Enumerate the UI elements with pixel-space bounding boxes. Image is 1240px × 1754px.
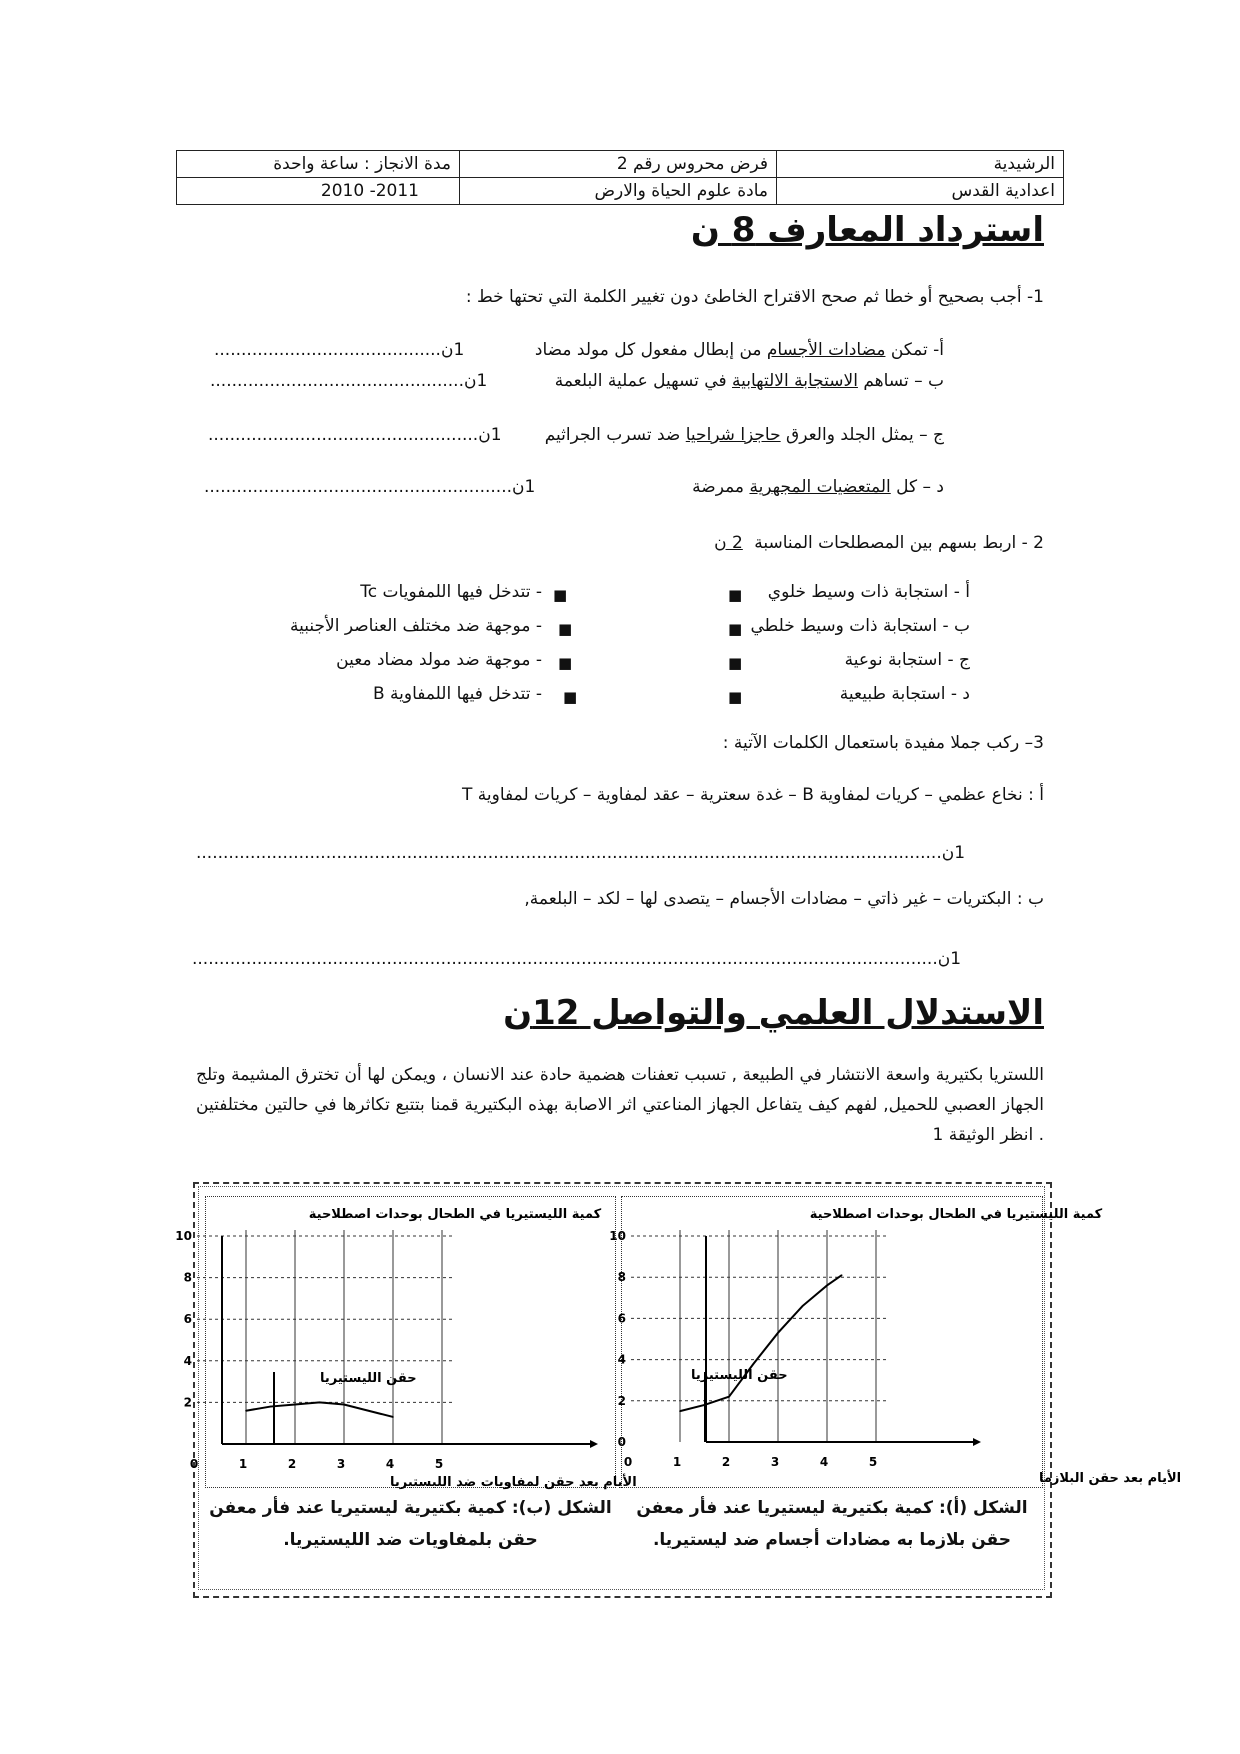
header-duration: مدة الانجاز : ساعة واحدة bbox=[177, 151, 460, 178]
chart-a-xtick: 0 bbox=[623, 1455, 633, 1469]
chart-b-ytick: 2 bbox=[183, 1395, 192, 1410]
q3-b: ب : البكتريات – غير ذاتي – مضادات الأجسام – يتصدى لها – لكد – البلعمة, bbox=[524, 889, 1044, 909]
header-exam: فرض محروس رقم 2 bbox=[460, 151, 777, 178]
chart-a-ytick: 4 bbox=[617, 1352, 626, 1367]
q1-item-c: ج – يمثل الجلد والعرق حاجزا شراحيا ضد تسرب الجراثيم bbox=[544, 425, 944, 445]
bullet-right-0[interactable]: ■ bbox=[553, 586, 568, 604]
chart-b-x-arrow bbox=[590, 1440, 598, 1448]
caption-a: الشكل (أ): كمية بكتيرية ليستيريا عند فأر معفن حقن بلازما به مضادات أجسام ضد ليستيريا. bbox=[636, 1498, 1028, 1550]
q2-right-3: - تتدخل فيها اللمفاوية B bbox=[372, 684, 542, 704]
section2-title: الاستدلال العلمي والتواصل 12ن bbox=[503, 993, 1044, 1033]
q2-left-3: د - استجابة طبيعية bbox=[839, 684, 970, 704]
chart-b-xtick: 1 bbox=[238, 1457, 248, 1471]
chart-a-xtick: 3 bbox=[770, 1455, 780, 1469]
q1-dots-d[interactable]: 1ن......................................................... bbox=[204, 477, 536, 497]
q1-dots-b[interactable]: 1ن............................................... bbox=[210, 371, 488, 391]
chart-b-grid bbox=[197, 1230, 452, 1444]
chart-a-annotation: حقن الليستيريا bbox=[691, 1368, 788, 1383]
chart-a-ytick: 2 bbox=[617, 1393, 626, 1408]
header-city: الرشيدية bbox=[777, 151, 1064, 178]
header-subject: مادة علوم الحياة والارض bbox=[460, 178, 777, 205]
q1-item-a: أ- تمكن مضادات الأجسام من إبطال مفعول كل مولد مضاد bbox=[534, 340, 944, 360]
q1-item-b: ب – تساهم الاستجابة الالتهابية في تسهيل عملية البلعمة bbox=[554, 371, 944, 391]
q1-dots-a[interactable]: 1ن.......................................... bbox=[214, 340, 465, 360]
q2-left-1: ب - استجابة ذات وسيط خلطي bbox=[750, 616, 970, 636]
chart-b-xtick: 5 bbox=[434, 1457, 444, 1471]
q1-item-d: د – كل المتعضيات المجهرية ممرضة bbox=[692, 477, 944, 497]
q2-instruction: 2 - اربط بسهم بين المصطلحات المناسبة 2 ن bbox=[714, 533, 1044, 553]
chart-b-ytick: 4 bbox=[183, 1353, 192, 1368]
chart-a-ytick: 10 bbox=[609, 1229, 626, 1243]
bullet-left-0[interactable]: ■ bbox=[728, 586, 743, 604]
chart-a-ytick: 0 bbox=[617, 1435, 626, 1449]
bullet-left-3[interactable]: ■ bbox=[728, 688, 743, 706]
chart-b-xtick: 4 bbox=[385, 1457, 395, 1471]
chart-a-xtick: 2 bbox=[721, 1455, 731, 1469]
header-table bbox=[176, 150, 1064, 205]
chart-a-xlabel: الأيام بعد حقن البلازما bbox=[1039, 1471, 1182, 1486]
chart-a-xtick: 5 bbox=[868, 1455, 878, 1469]
q2-left-0: أ - استجابة ذات وسيط خلوي bbox=[767, 582, 970, 602]
section2-paragraph: اللستريا بكتيرية واسعة الانتشار في الطبيعة , تسبب تعفنات هضمية حادة عند الانسان ، ويمكن لها أن تخترق المشيمة وتلج الجهاز العصبي للحميل, لفهم كيف يتفاعل الجهاز المناعتي اثر الاصابة بهذه البكتيرية قمنا بتتبع تكاثرها في حالتين مختلفتين . انظر الوثيقة 1 bbox=[196, 1065, 1044, 1145]
chart-a-x-arrow bbox=[973, 1438, 981, 1446]
chart-b-ytick: 10 bbox=[175, 1229, 192, 1243]
chart-b-xtick: 3 bbox=[336, 1457, 346, 1471]
chart-b-xlabel: الأيام بعد حقن لمفاويات ضد الليستيريا bbox=[390, 1475, 637, 1490]
q2-right-1: - موجهة ضد مختلف العناصر الأجنبية bbox=[290, 616, 542, 636]
chart-a bbox=[609, 1196, 1182, 1486]
q3-dots-a[interactable]: 1ن.......................................................................................................................................... bbox=[196, 843, 966, 863]
q3-dots-b[interactable]: 1ن.......................................................................................................................................... bbox=[192, 949, 962, 969]
chart-b-ylabel: كمية الليستيريا في الطحال بوحدات اصطلاحية bbox=[308, 1207, 602, 1222]
q2-right-0: - تتدخل فيها اللمفويات Tc bbox=[360, 582, 542, 602]
chart-b-series-line bbox=[246, 1402, 393, 1417]
chart-b-ytick: 8 bbox=[183, 1270, 192, 1285]
chart-b bbox=[175, 1196, 637, 1490]
bullet-left-2[interactable]: ■ bbox=[728, 654, 743, 672]
header-year: 2011- 2010 bbox=[177, 178, 460, 205]
chart-a-ylabel: كمية الليستيريا في الطحال بوحدات اصطلاحية bbox=[809, 1207, 1103, 1222]
bullet-left-1[interactable]: ■ bbox=[728, 620, 743, 638]
section1-title: استرداد المعارف 8 ن bbox=[690, 210, 1044, 250]
chart-a-ytick: 8 bbox=[617, 1270, 626, 1285]
header-school: اعدادية القدس bbox=[777, 178, 1064, 205]
q1-dots-c[interactable]: 1ن.................................................. bbox=[208, 425, 502, 445]
q2-left-2: ج - استجابة نوعية bbox=[844, 650, 970, 670]
chart-a-xtick: 4 bbox=[819, 1455, 829, 1469]
chart-b-ytick: 6 bbox=[183, 1312, 192, 1327]
q2-right-2: - موجهة ضد مولد مضاد معين bbox=[336, 650, 542, 670]
chart-a-xtick: 1 bbox=[672, 1455, 682, 1469]
q3-instruction: 3– ركب جملا مفيدة باستعمال الكلمات الآتية : bbox=[722, 733, 1044, 753]
chart-a-grid bbox=[631, 1230, 886, 1442]
bullet-right-3[interactable]: ■ bbox=[563, 688, 578, 706]
bullet-right-2[interactable]: ■ bbox=[558, 654, 573, 672]
chart-b-xtick: 0 bbox=[189, 1457, 199, 1471]
chart-b-annotation: حقن الليستيريا bbox=[320, 1371, 417, 1386]
q3-a: أ : نخاع عظمي – كريات لمفاوية B – غدة سعترية – عقد لمفاوية – كريات لمفاوية T bbox=[462, 785, 1044, 805]
chart-b-xtick: 2 bbox=[287, 1457, 297, 1471]
q1-instruction: 1- أجب بصحيح أو خطا ثم صحح الاقتراح الخاطئ دون تغيير الكلمة التي تحتها خط : bbox=[465, 287, 1044, 307]
caption-b: الشكل (ب): كمية بكتيرية ليستيريا عند فأر معفن حقن بلمفاويات ضد الليستيريا. bbox=[209, 1498, 612, 1550]
bullet-right-1[interactable]: ■ bbox=[558, 620, 573, 638]
chart-a-ytick: 6 bbox=[617, 1311, 626, 1326]
